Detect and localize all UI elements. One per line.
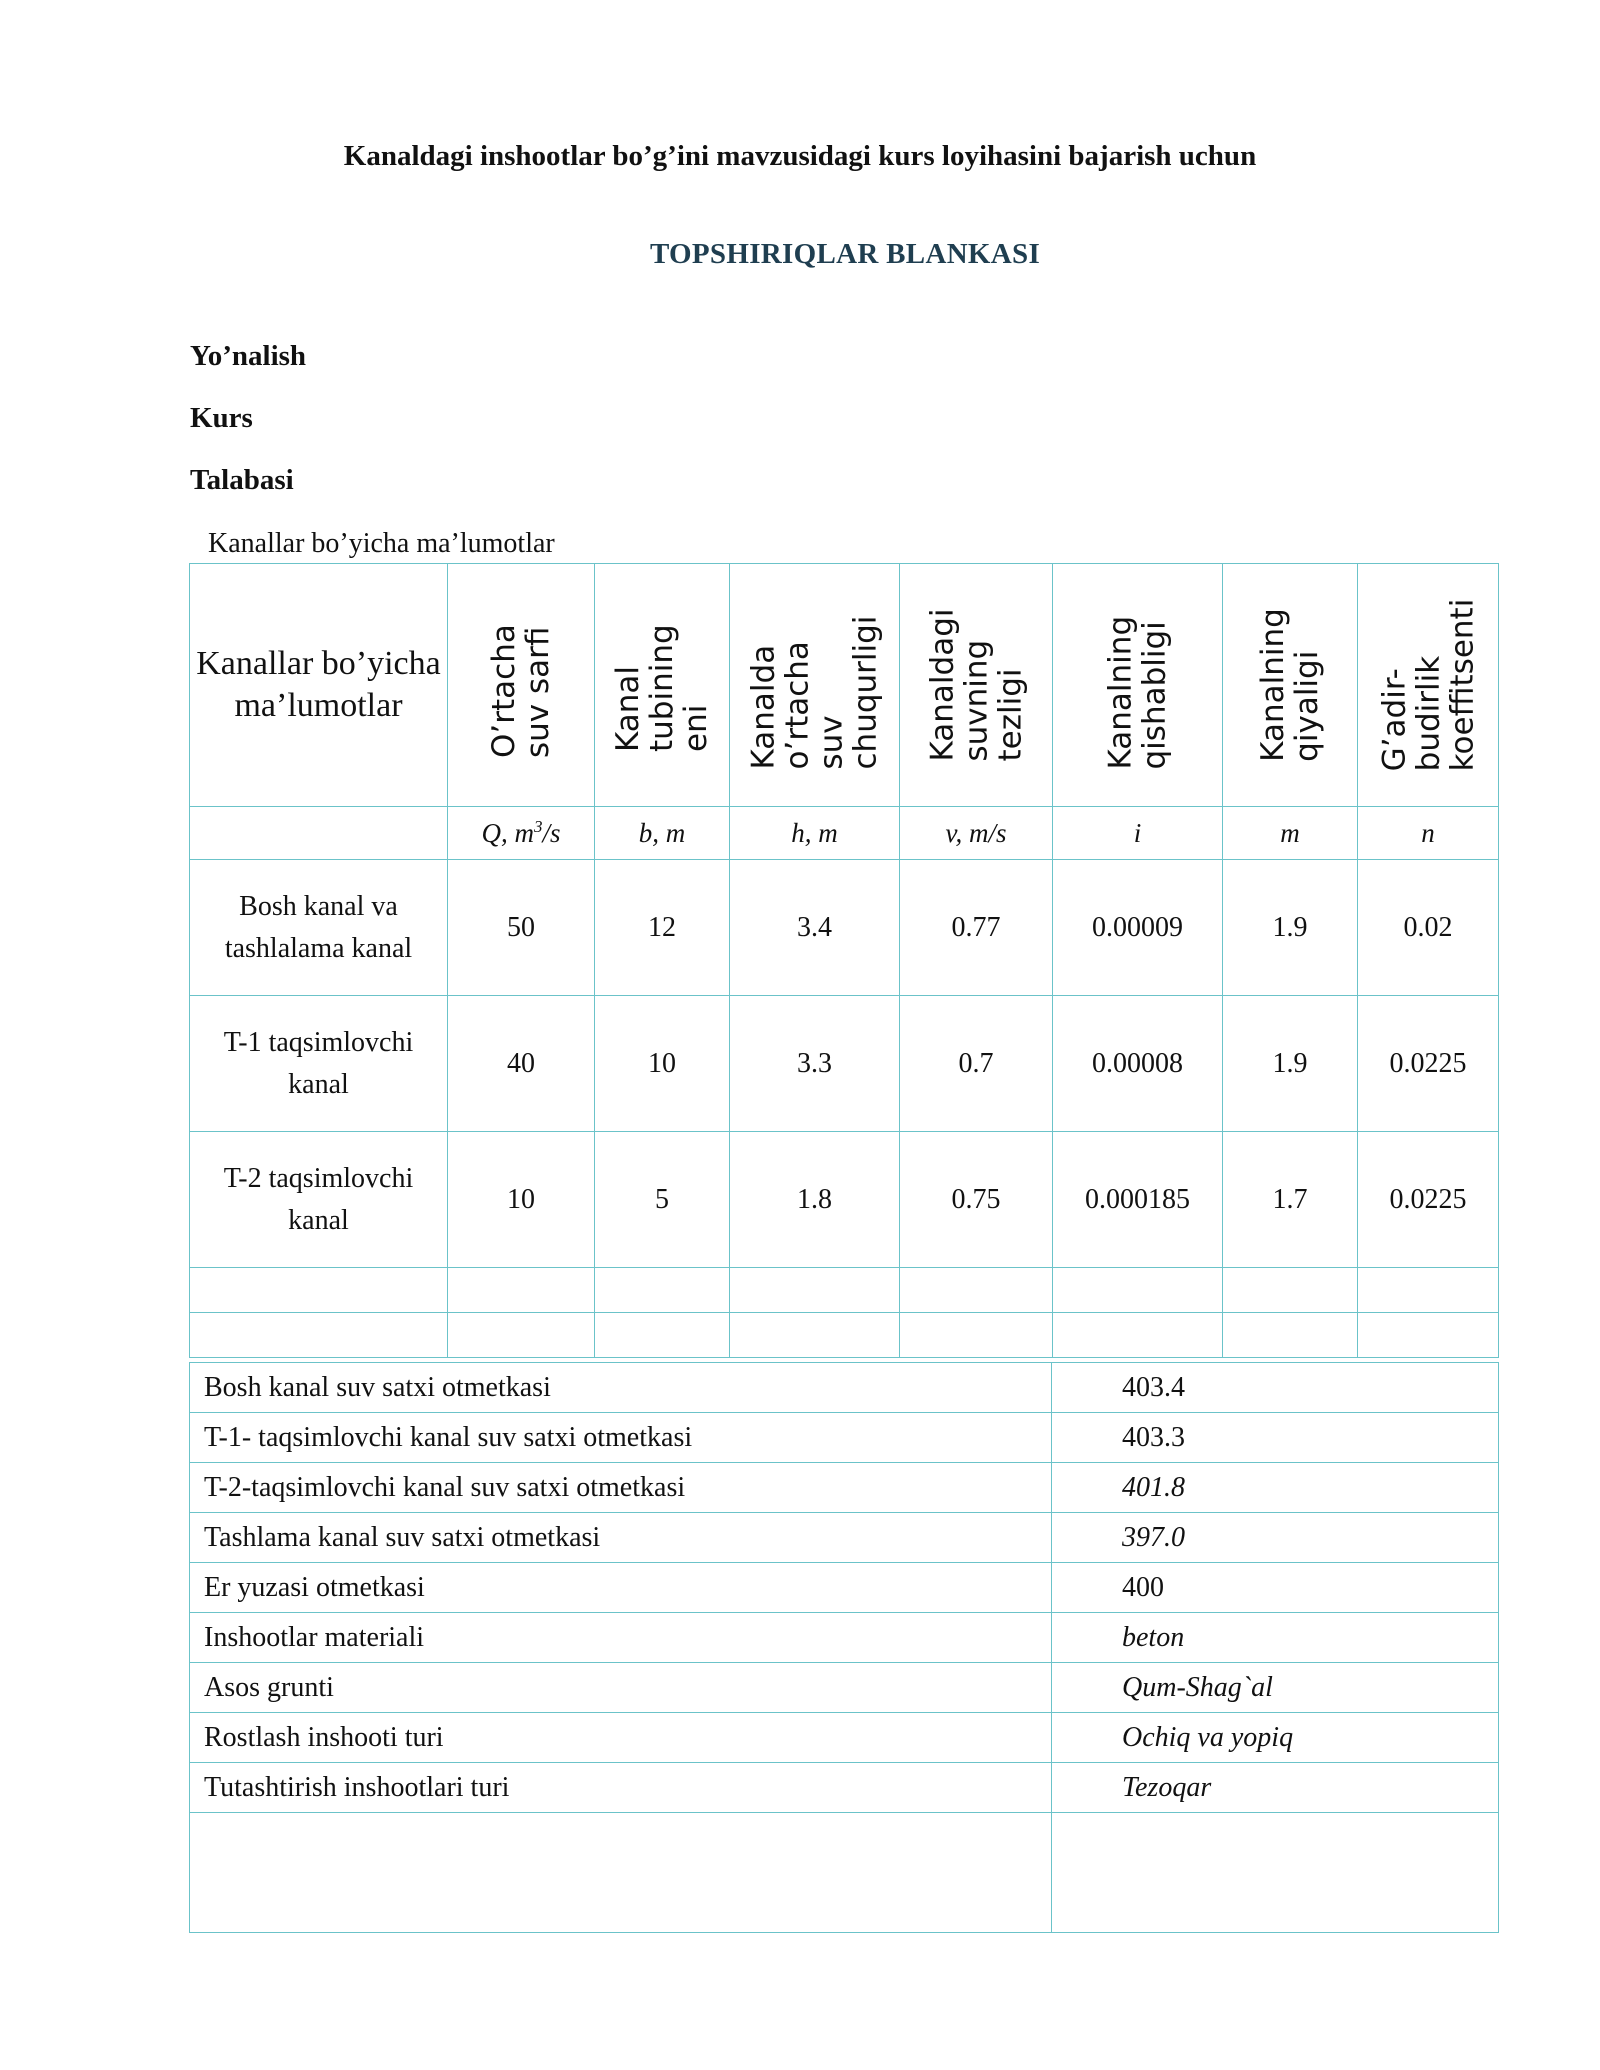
- property-row: [190, 1663, 1499, 1713]
- canal-name-cell: T-1 taqsimlovchi kanal: [190, 996, 448, 1132]
- property-label: Inshootlar materiali: [190, 1613, 1052, 1663]
- table-cell: 0.02: [1358, 860, 1499, 996]
- unit-cell-bottom-width: b, m: [595, 807, 730, 860]
- property-value: 400: [1052, 1563, 1499, 1613]
- unit-superscript: 3: [533, 817, 543, 836]
- unit-cell-slope: i: [1053, 807, 1223, 860]
- table-cell: 0.0225: [1358, 996, 1499, 1132]
- unit-cell-discharge: [448, 807, 595, 860]
- header-col-slope: [1053, 564, 1223, 807]
- col-label-slope: Kanalning qishabligi: [1102, 615, 1173, 770]
- unit-tail: /s: [542, 818, 561, 848]
- table-cell: 3.3: [730, 996, 900, 1132]
- canal-name-cell: Bosh kanal va tashlalama kanal: [190, 860, 448, 996]
- property-row: [190, 1763, 1499, 1813]
- table-cell: 12: [595, 860, 730, 996]
- canal-name-cell: T-2 taqsimlovchi kanal: [190, 1132, 448, 1268]
- property-row: [190, 1463, 1499, 1513]
- property-row: [190, 1513, 1499, 1563]
- table-row: [190, 996, 1499, 1132]
- table-cell: 0.000185: [1053, 1132, 1223, 1268]
- unit-symbol: Q, m: [481, 818, 534, 848]
- table-cell: 0.00008: [1053, 996, 1223, 1132]
- table-cell: 0.7: [900, 996, 1053, 1132]
- property-row: [190, 1713, 1499, 1763]
- properties-table: [189, 1362, 1499, 1933]
- header-col-discharge: [448, 564, 595, 807]
- unit-cell-empty: [190, 807, 448, 860]
- header-col-velocity: [900, 564, 1053, 807]
- property-label: Rostlash inshooti turi: [190, 1713, 1052, 1763]
- property-label: T-1- taqsimlovchi kanal suv satxi otmetkasi: [190, 1413, 1052, 1463]
- table-cell: 3.4: [730, 860, 900, 996]
- empty-property-row: [190, 1813, 1499, 1933]
- property-label: Tashlama kanal suv satxi otmetkasi: [190, 1513, 1052, 1563]
- property-row: [190, 1563, 1499, 1613]
- col-label-velocity: Kanaldagi suvning tezligi: [924, 608, 1029, 762]
- property-row: [190, 1363, 1499, 1413]
- canal-data-table: [189, 563, 1499, 1358]
- document-subtitle: TOPSHIRIQLAR BLANKASI: [649, 238, 1041, 270]
- table-cell: 5: [595, 1132, 730, 1268]
- header-col-depth: [730, 564, 900, 807]
- col-label-discharge: O’rtacha suv sarfi: [486, 624, 556, 758]
- property-value: 401.8: [1052, 1463, 1499, 1513]
- table-cell: 1.9: [1223, 996, 1358, 1132]
- col-label-roughness: G’adir-budirlik koeffitsenti: [1376, 598, 1481, 772]
- unit-cell-roughness: n: [1358, 807, 1499, 860]
- field-course: Kurs: [190, 402, 253, 434]
- table-cell: 50: [448, 860, 595, 996]
- empty-table-row: [190, 1313, 1499, 1358]
- empty-table-row: [190, 1268, 1499, 1313]
- table-caption: Kanallar bo’yicha ma’lumotlar: [208, 528, 555, 559]
- property-label: Er yuzasi otmetkasi: [190, 1563, 1052, 1613]
- header-col-roughness: [1358, 564, 1499, 807]
- table-cell: 10: [595, 996, 730, 1132]
- field-student: Talabasi: [190, 464, 294, 496]
- property-label: T-2-taqsimlovchi kanal suv satxi otmetkasi: [190, 1463, 1052, 1513]
- property-value: 397.0: [1052, 1513, 1499, 1563]
- property-value: Ochiq va yopiq: [1052, 1713, 1499, 1763]
- property-value: beton: [1052, 1613, 1499, 1663]
- table-row: [190, 1132, 1499, 1268]
- table-header-row: [190, 564, 1499, 807]
- table-row: [190, 860, 1499, 996]
- table-cell: 0.0225: [1358, 1132, 1499, 1268]
- table-cell: 1.9: [1223, 860, 1358, 996]
- header-col-side-slope: [1223, 564, 1358, 807]
- property-row: [190, 1413, 1499, 1463]
- table-cell: 0.77: [900, 860, 1053, 996]
- table-cell: 40: [448, 996, 595, 1132]
- property-value: Tezoqar: [1052, 1763, 1499, 1813]
- property-value: 403.4: [1052, 1363, 1499, 1413]
- table-cell: 1.7: [1223, 1132, 1358, 1268]
- property-label: Tutashtirish inshootlari turi: [190, 1763, 1052, 1813]
- property-label: Bosh kanal suv satxi otmetkasi: [190, 1363, 1052, 1413]
- table-cell: 0.75: [900, 1132, 1053, 1268]
- property-value: 403.3: [1052, 1413, 1499, 1463]
- unit-cell-depth: h, m: [730, 807, 900, 860]
- col-label-side-slope: Kanalning qiyaligi: [1255, 608, 1325, 762]
- document-title: Kanaldagi inshootlar bo’g’ini mavzusidagi kurs loyihasini bajarish uchun: [343, 140, 1257, 172]
- header-main-cell: [190, 564, 448, 807]
- col-label-bottom-width: Kanal tubining eni: [610, 624, 714, 752]
- unit-cell-side-slope: m: [1223, 807, 1358, 860]
- header-main-label: Kanallar bo’yicha ma’lumotlar: [196, 645, 441, 724]
- property-value: Qum-Shag`al: [1052, 1663, 1499, 1713]
- table-cell: 10: [448, 1132, 595, 1268]
- property-label: Asos grunti: [190, 1663, 1052, 1713]
- col-label-depth: Kanalda o’rtacha suv chuqurligi: [745, 615, 884, 770]
- table-units-row: [190, 807, 1499, 860]
- table-cell: 0.00009: [1053, 860, 1223, 996]
- header-col-bottom-width: [595, 564, 730, 807]
- property-row: [190, 1613, 1499, 1663]
- table-cell: 1.8: [730, 1132, 900, 1268]
- unit-cell-velocity: v, m/s: [900, 807, 1053, 860]
- field-direction: Yo’nalish: [190, 340, 307, 372]
